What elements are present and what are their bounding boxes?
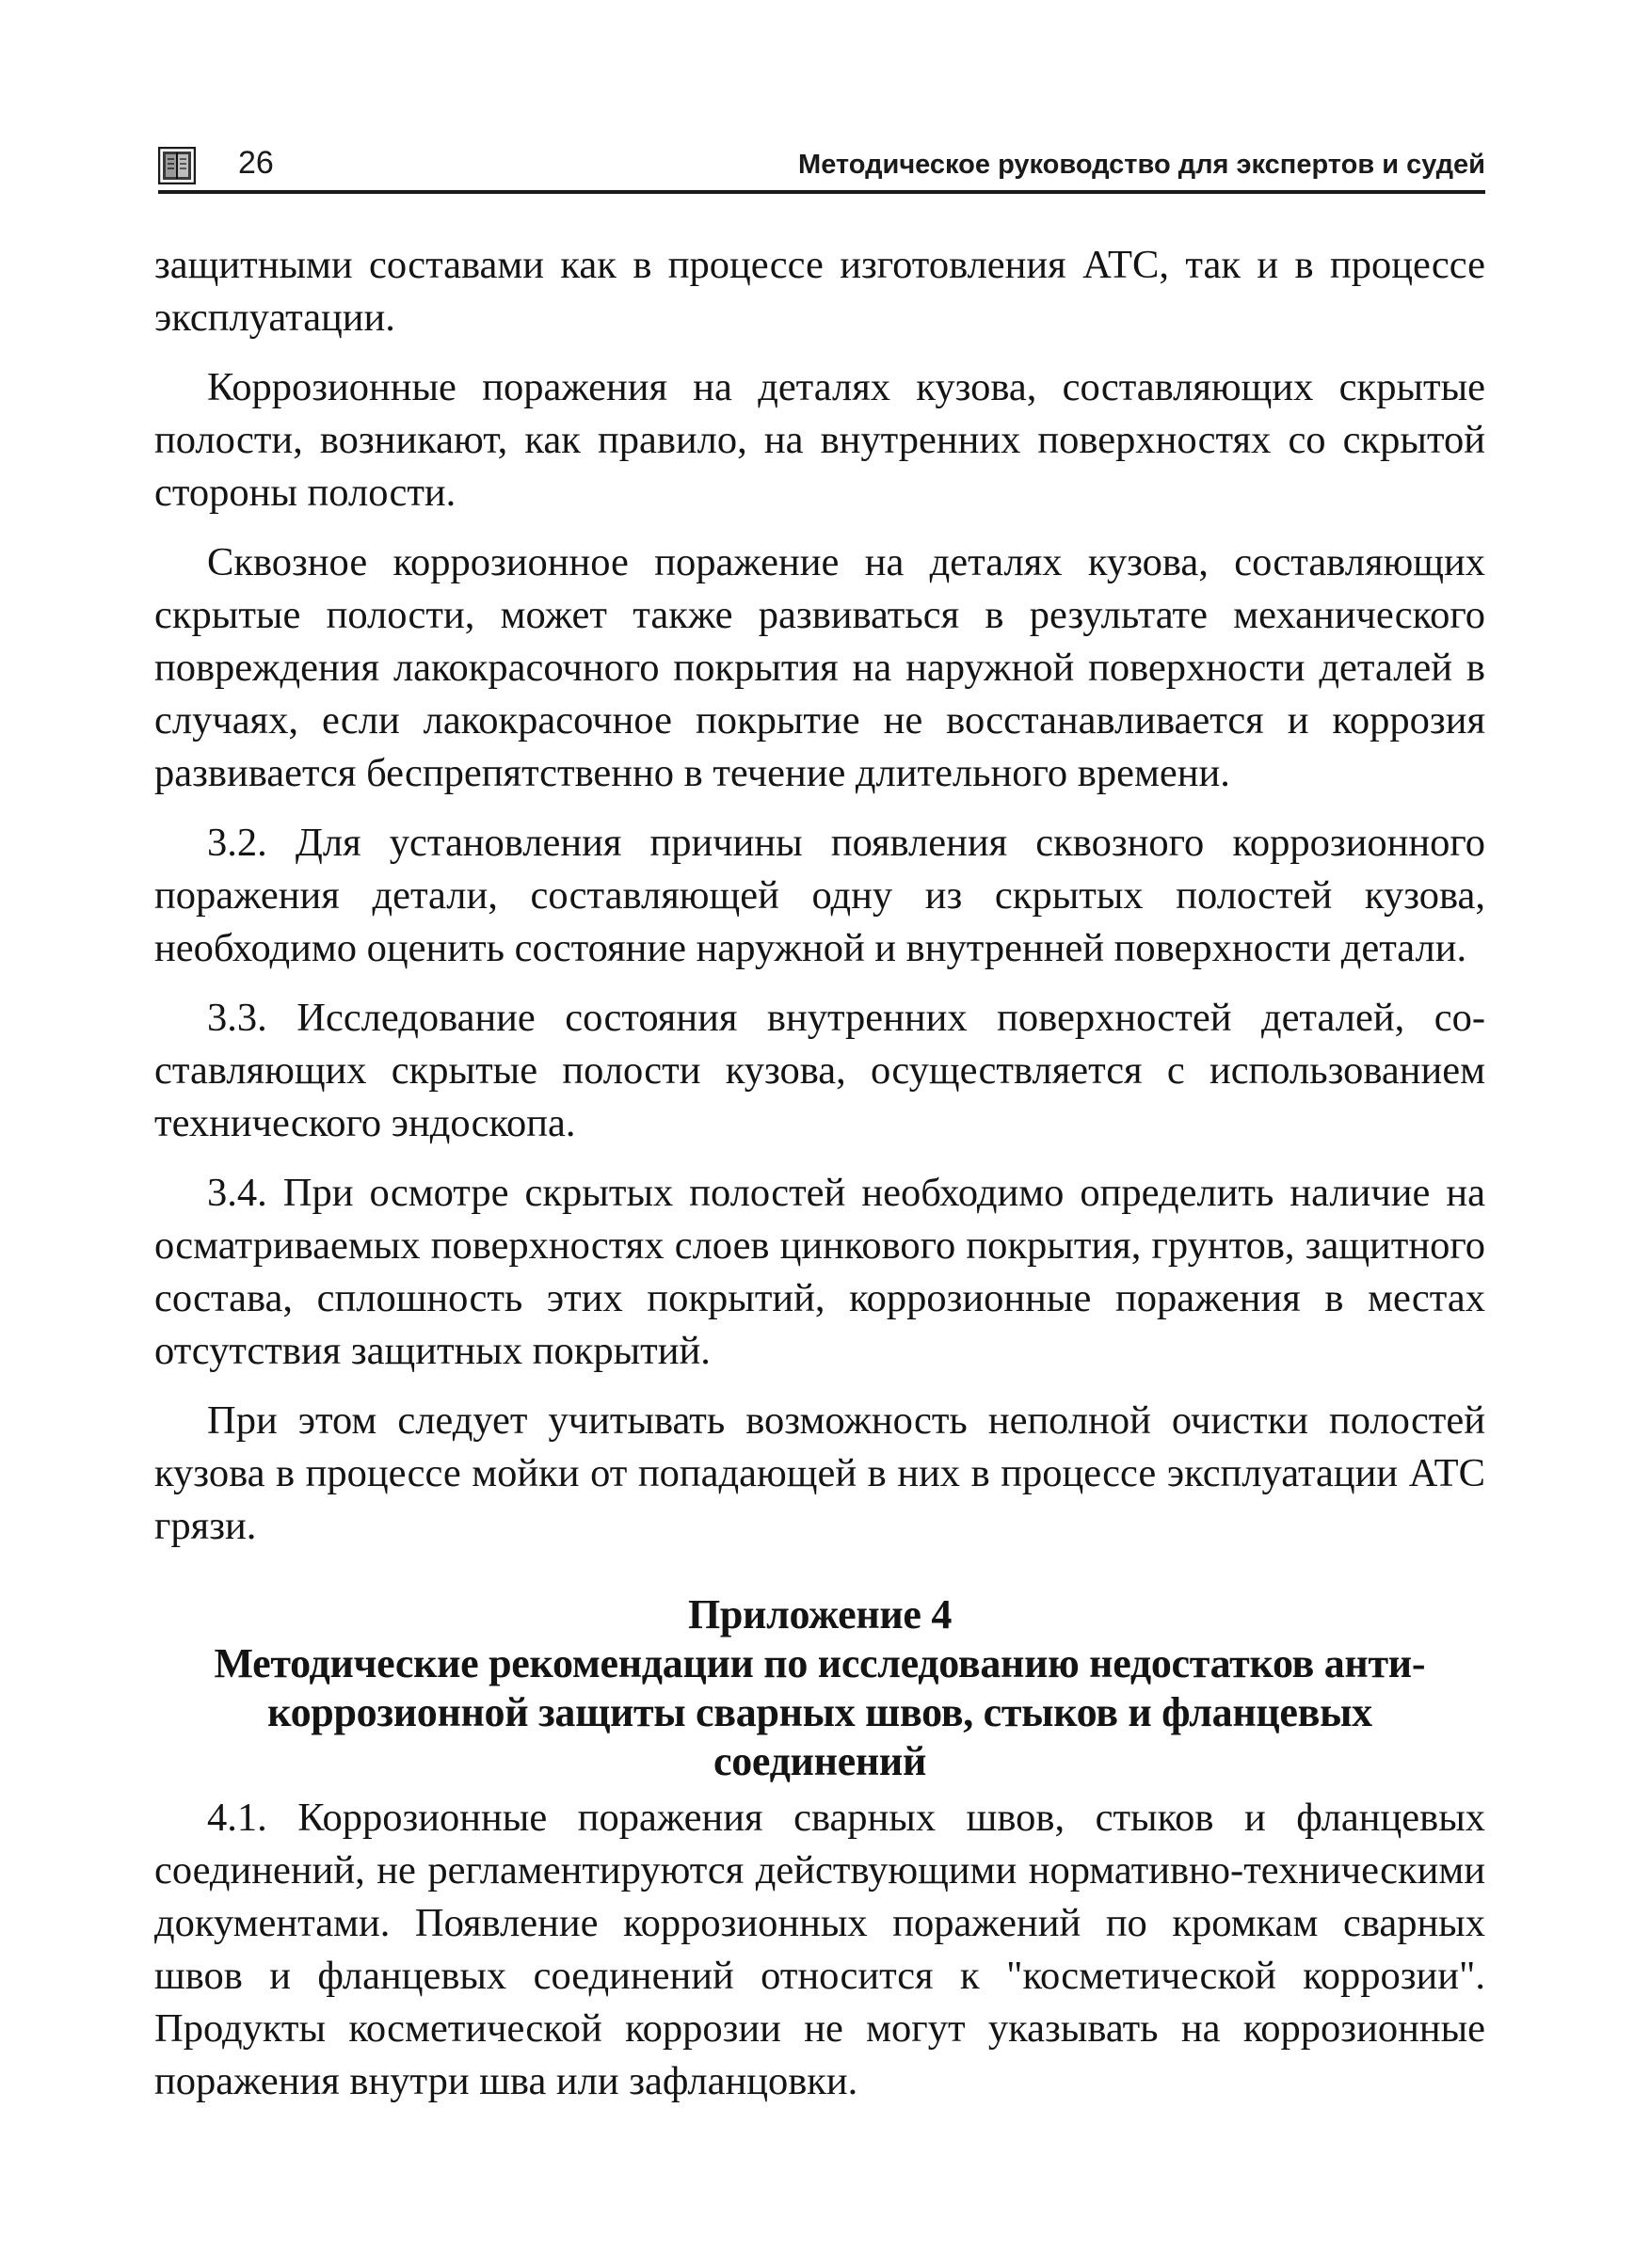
book-emblem-icon	[158, 147, 196, 184]
appendix-number: Приложение 4	[687, 1591, 953, 1637]
running-title: Методическое руководство для экспертов и судей	[798, 150, 1485, 180]
paragraph: Коррозионные поражения на деталях кузова, составляющих скрытые полости, возникают, как правило, на внутренних поверхностях со скрытой стороны полости.	[154, 365, 1485, 515]
paragraph-continuation: защитными составами как в процессе изготовления АТС, так и в процессе эксплуатации.	[154, 243, 1485, 340]
paragraph: При этом следует учитывать возможность неполной очистки полостей кузова в процессе мойки от попадающей в них в процессе эксплуатации АТС грязи.	[154, 1398, 1485, 1548]
body-text	[154, 239, 1485, 2125]
paragraph-4-1: 4.1. Коррозионные поражения сварных швов, стыков и фланцевых соединений, не регламентируются действующими нормативно-техническими документами. Появление коррозионных поражений по кромкам сварных швов и фланцевых соединений относится к "косметической коррозии". Продукты косметической коррозии не могут указывать на коррозионные поражения внутри шва или зафланцовки.	[154, 1796, 1485, 2103]
paragraph-3-3: 3.3. Исследование состояния внутренних поверхностей деталей, составляющих скрытые полости кузова, осуществляется с использованием технического эндоскопа.	[154, 996, 1485, 1145]
appendix-title: Методические рекомендации по исследованию недостатков антикоррозионной защиты сварных швов, стыков и фланцевых соединений	[214, 1640, 1426, 1784]
running-header	[158, 141, 1485, 194]
paragraph-3-4: 3.4. При осмотре скрытых полостей необходимо определить наличие на осматриваемых поверхностях слоев цинкового покрытия, грунтов, защитного состава, сплошность этих покрытий, коррозионные поражения в местах отсутствия защитных покрытий.	[154, 1171, 1485, 1373]
paragraph-3-2: 3.2. Для установления причины появления сквозного коррозионного поражения детали, составляющей одну из скрытых полостей кузова, необходимо оценить состояние наружной и внутренней поверхности детали.	[154, 821, 1485, 970]
paragraph: Сквозное коррозионное поражение на деталях кузова, составляющих скрытые полости, может также развиваться в результате механического повреждения лакокрасочного покрытия на наружной поверхности деталей в случаях, если лакокрасочное покрытие не восстанавливается и коррозия развивается беспрепятственно в течение длительного времени.	[154, 540, 1485, 795]
appendix-heading	[154, 1590, 1485, 1786]
page-number: 26	[238, 145, 274, 181]
